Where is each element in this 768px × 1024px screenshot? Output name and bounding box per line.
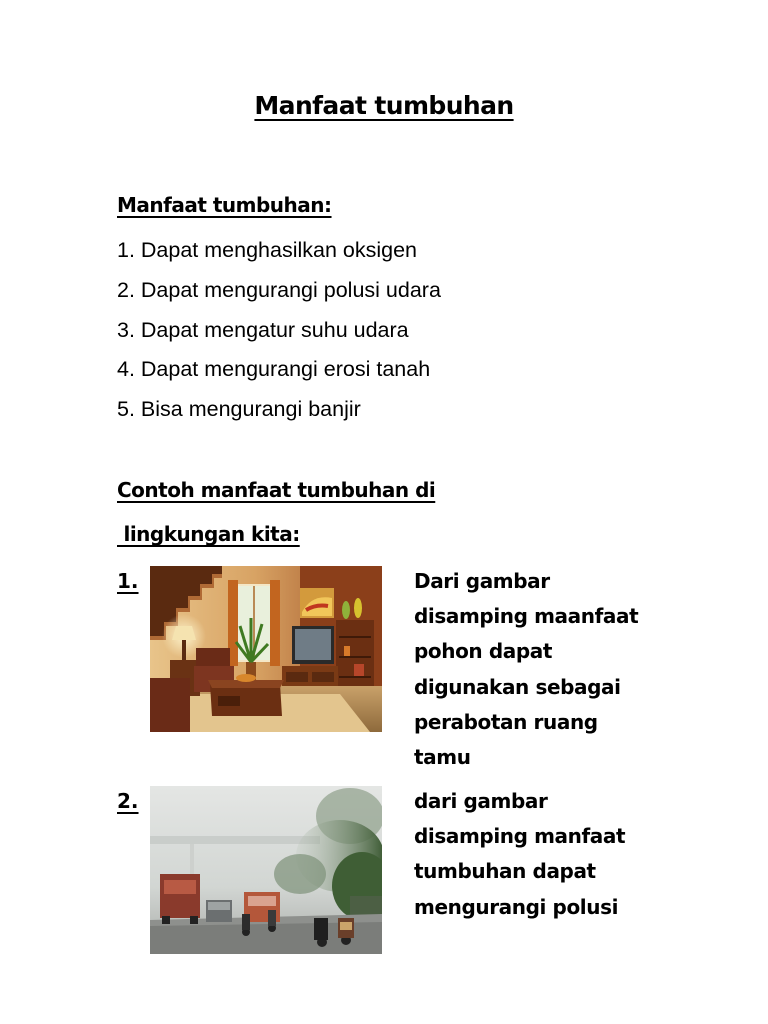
benefits-list <box>117 236 441 435</box>
example-image-living-room <box>150 566 382 732</box>
page-title <box>0 91 768 120</box>
page-title-text: Manfaat tumbuhan <box>254 91 514 120</box>
example-image-smoggy-road <box>150 786 382 954</box>
example-number-1: 1. <box>117 569 139 593</box>
example-number-2: 2. <box>117 789 139 813</box>
list-item: 1. Dapat menghasilkan oksigen <box>117 238 417 262</box>
example-description-1: Dari gambar disamping maanfaat pohon dapat digunakan sebagai perabotan ruang tamu <box>414 569 639 770</box>
list-item: 2. Dapat mengurangi polusi udara <box>117 277 441 302</box>
list-item: 5. Bisa mengurangi banjir <box>117 397 361 421</box>
examples-heading-line2: lingkungan kita: <box>117 522 300 546</box>
list-item: 3. Dapat mengatur suhu udara <box>117 317 409 342</box>
example-description-2: dari gambar disamping manfaat tumbuhan dapat mengurangi polusi <box>414 789 626 919</box>
examples-heading-line1: Contoh manfaat tumbuhan di <box>117 478 436 502</box>
list-item: 4. Dapat mengurangi erosi tanah <box>117 357 431 382</box>
benefits-heading: Manfaat tumbuhan: <box>117 193 332 217</box>
